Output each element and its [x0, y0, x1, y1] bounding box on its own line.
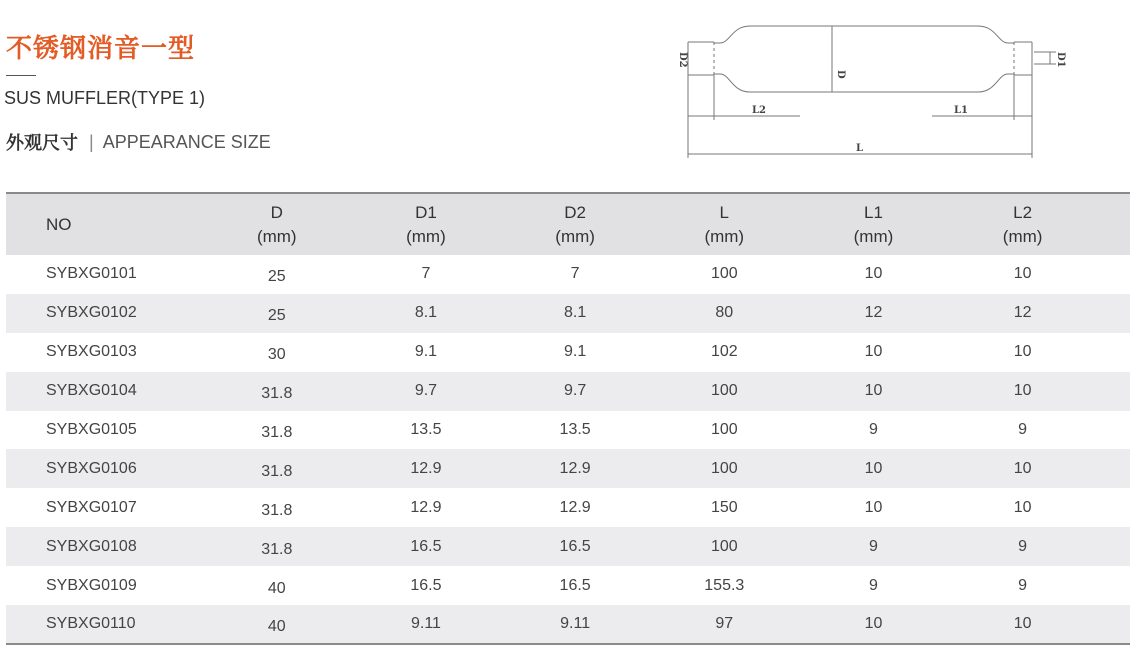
cell-l1: 12: [864, 304, 883, 322]
cell-no: SYBXG0109: [46, 576, 137, 594]
cell-no: SYBXG0105: [46, 421, 137, 438]
label-l: L: [856, 143, 864, 154]
cell-spacer: [1097, 411, 1130, 450]
cell-d1: 16.5: [410, 576, 442, 594]
cell-spacer: [1097, 333, 1130, 372]
table-row: [6, 372, 1130, 411]
cell-l: 102: [710, 343, 738, 361]
cell-no: SYBXG0106: [46, 459, 137, 477]
cell-l2: 10: [1013, 265, 1032, 283]
label-l1: L1: [954, 105, 968, 116]
label-d1: D1: [1055, 52, 1066, 68]
table-row: [6, 566, 1130, 605]
table-row: [6, 294, 1130, 333]
cell-l: 100: [710, 265, 738, 283]
cell-l1: 10: [864, 343, 883, 361]
cell-l: 100: [710, 537, 738, 555]
cell-l2: 10: [1013, 498, 1032, 516]
cell-spacer: [1097, 566, 1130, 605]
page-title: 不锈钢消音一型: [6, 34, 196, 64]
cell-l: 97: [715, 614, 734, 632]
cell-d: 31.8: [261, 540, 293, 558]
page-subtitle: SUS MUFFLER(TYPE 1): [4, 88, 206, 108]
column-header-d2: D2 (mm): [555, 202, 595, 246]
cell-spacer: [1097, 372, 1130, 411]
cell-l2: 9: [1018, 537, 1028, 555]
cell-no: SYBXG0101: [46, 265, 137, 283]
table-row: [6, 333, 1130, 372]
cell-l2: 12: [1013, 304, 1032, 322]
cell-d: 31.8: [261, 424, 293, 441]
cell-d1: 8.1: [414, 304, 438, 322]
table-header-row: [6, 193, 1130, 255]
title-divider: [6, 75, 36, 76]
cell-l2: 10: [1013, 343, 1032, 361]
column-header-spacer: [1097, 193, 1130, 255]
cell-spacer: [1097, 488, 1130, 527]
cell-l1: 10: [864, 382, 883, 400]
appearance-size-table: [6, 192, 1130, 645]
cell-d1: 16.5: [410, 537, 442, 555]
cell-no: SYBXG0102: [46, 304, 137, 322]
column-header-no: NO: [46, 214, 72, 234]
cell-l2: 10: [1013, 614, 1032, 632]
cell-d: 31.8: [261, 462, 293, 480]
cell-d2: 16.5: [559, 537, 591, 555]
cell-d: 40: [267, 617, 286, 635]
cell-l1: 9: [869, 537, 878, 555]
column-header-d1: D1 (mm): [406, 202, 446, 246]
cell-l2: 9: [1018, 421, 1028, 438]
cell-d1: 9.1: [414, 343, 438, 361]
cell-d2: 9.7: [563, 382, 587, 400]
muffler-outline: [714, 26, 1014, 43]
cell-d2: 7: [570, 265, 580, 283]
cell-d2: 13.5: [559, 421, 591, 438]
cell-l: 80: [715, 304, 734, 322]
cell-spacer: [1097, 255, 1130, 294]
table-row: [6, 449, 1130, 488]
cell-spacer: [1097, 605, 1130, 644]
column-header-d: D (mm): [256, 202, 297, 246]
label-d2: D2: [677, 52, 688, 68]
cell-no: SYBXG0110: [46, 614, 136, 632]
cell-l2: 9: [1018, 576, 1028, 594]
cell-l: 100: [710, 459, 738, 477]
label-l2: L2: [752, 105, 766, 116]
cell-l: 100: [710, 382, 738, 400]
cell-d2: 9.1: [563, 343, 587, 361]
cell-d1: 13.5: [410, 421, 442, 438]
muffler-outline-bottom: [714, 74, 1014, 92]
cell-d2: 8.1: [563, 304, 587, 322]
cell-d2: 12.9: [559, 459, 591, 477]
cell-no: SYBXG0104: [46, 382, 137, 400]
cell-d: 31.8: [261, 501, 293, 519]
cell-d: 30: [267, 346, 286, 364]
label-d: D: [835, 70, 846, 79]
cell-l1: 10: [864, 459, 883, 477]
cell-d: 31.8: [261, 385, 293, 403]
cell-l2: 10: [1013, 459, 1032, 477]
cell-no: SYBXG0108: [46, 537, 137, 555]
cell-d1: 12.9: [410, 498, 442, 516]
cell-d: 40: [267, 579, 286, 597]
cell-d: 25: [267, 268, 286, 286]
cell-spacer: [1097, 294, 1130, 333]
cell-d: 25: [267, 307, 286, 325]
muffler-diagram: [670, 12, 1070, 172]
cell-d2: 12.9: [559, 498, 591, 516]
cell-d1: 7: [421, 265, 431, 283]
cell-l1: 10: [864, 498, 883, 516]
section-heading: [6, 129, 271, 155]
cell-l2: 10: [1013, 382, 1032, 400]
column-header-l1: L1 (mm): [853, 202, 894, 246]
table-row: [6, 527, 1130, 566]
cell-d1: 9.7: [414, 382, 438, 400]
section-separator: |: [89, 131, 94, 152]
cell-l: 150: [710, 498, 738, 516]
cell-l: 100: [710, 421, 738, 438]
table-row: [6, 488, 1130, 527]
table-row: [6, 605, 1130, 644]
cell-d2: 16.5: [559, 576, 591, 594]
section-heading-en: APPEARANCE SIZE: [102, 131, 271, 152]
cell-d2: 9.11: [560, 614, 591, 632]
cell-l1: 9: [869, 576, 878, 594]
cell-no: SYBXG0107: [46, 498, 137, 516]
column-header-l2: L2 (mm): [1002, 202, 1043, 246]
section-heading-cn: 外观尺寸: [6, 133, 78, 154]
cell-d1: 12.9: [410, 459, 442, 477]
cell-spacer: [1097, 449, 1130, 488]
cell-l1: 9: [869, 421, 878, 438]
cell-l1: 10: [864, 265, 883, 283]
cell-l1: 10: [864, 614, 883, 632]
table-row: [6, 255, 1130, 294]
cell-d1: 9.11: [410, 614, 441, 632]
cell-l: 155.3: [704, 576, 745, 594]
column-header-l: L (mm): [704, 202, 745, 246]
table-row: [6, 411, 1130, 450]
cell-spacer: [1097, 527, 1130, 566]
cell-no: SYBXG0103: [46, 343, 137, 361]
